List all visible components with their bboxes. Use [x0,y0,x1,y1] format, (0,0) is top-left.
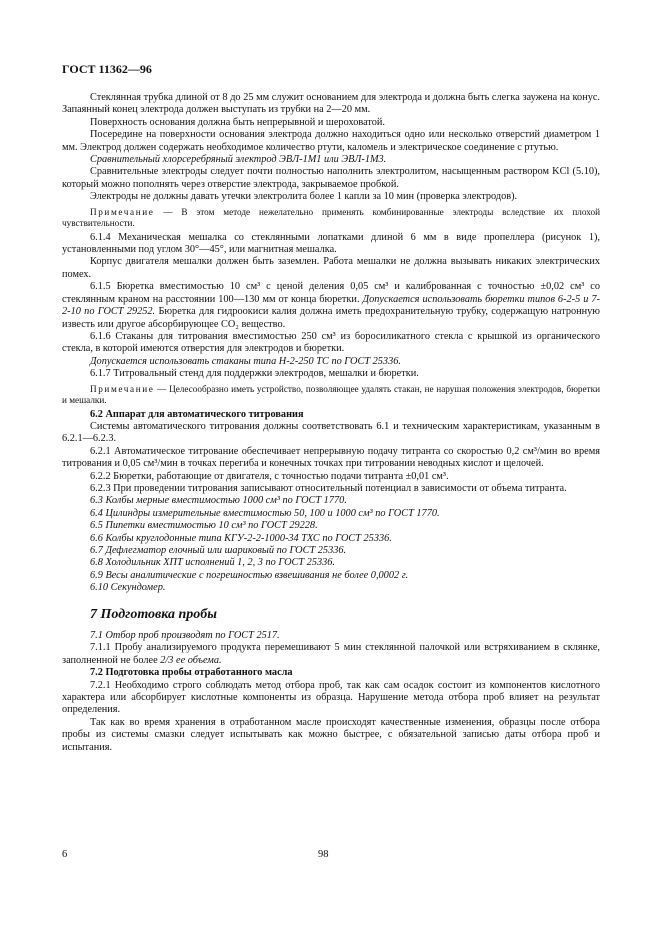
list-item: 6.10 Секундомер. [90,582,166,594]
section-heading: 6.2 Аппарат для автоматического титрования [90,408,304,420]
paragraph: 6.1.7 Титровальный стенд для поддержки электродов, мешалки и бюретки. [90,368,419,380]
paragraph [62,642,600,667]
note [62,384,600,406]
list-item: 6.9 Весы аналитические с погрешностью взвешивания не более 0,0002 г. [90,569,409,581]
note-label: Примечание [90,206,155,217]
paragraph: 6.2.2 Бюретки, работающие от двигателя, с точностью подачи титранта ±0,01 см³. [90,470,449,482]
note-text: — Целесообразно иметь устройство, позволяющее удалять стакан, не нарушая положения электродов, бюретки и мешалки. [62,383,600,405]
text-run: Бюретка для гидроокиси калия должна иметь предохранительную трубку, содержащую натронную известь или другое абсорбирующее CO₂ вещество. [62,306,600,330]
list-item: 6.7 Дефлегматор елочный или шариковый по ГОСТ 25336. [90,545,347,556]
page-number-left: 6 [62,849,68,860]
text-run-italic: 2/3 ее объема. [160,654,222,666]
paragraph: Электроды не должны давать утечки электролита более 1 капли за 10 мин (проверка электродов). [90,191,518,203]
paragraph: Стеклянная трубка длиной от 8 до 25 мм служит основанием для электрода и должна быть слегка заужена на конус. Запаянный конец электрода должен выступать из трубки на 2—20 мм. [62,92,600,116]
section-heading: 7.2 Подготовка пробы отработанного масла [90,667,293,679]
paragraph-italic: Допускается использовать стаканы типа Н-2-250 ТС по ГОСТ 25336. [90,355,401,367]
list-item: 6.6 Колбы круглодонные типа КГУ-2-2-1000-34 ТХС по ГОСТ 25336. [90,532,392,544]
text-run: 7.1.1 Пробу анализируемого продукта перемешивают 5 мин стеклянной палочкой или встряхиванием в склянке, заполненной не более [62,642,600,666]
list-item: 6.5 Пипетки вместимостью 10 см³ по ГОСТ 29228. [90,520,318,532]
paragraph [62,281,600,331]
list-item: 6.3 Колбы мерные вместимостью 1000 см³ по ГОСТ 1770. [90,495,347,507]
paragraph: 6.1.4 Механическая мешалка со стеклянными лопатками длиной 6 мм в виде пропеллера (рисунок 1), установленными под углом 30°—45°, или магнитная мешалка. [62,231,600,256]
chapter-heading: 7 Подготовка пробы [90,606,218,622]
paragraph: Корпус двигателя мешалки должен быть заземлен. Работа мешалки не должна вызывать никаких электрических помех. [62,256,600,280]
list-item: 6.8 Холодильник ХПТ исполнений 1, 2, 3 по ГОСТ 25336. [90,557,335,569]
paragraph: Так как во время хранения в отработанном масле происходят качественные изменения, образцы после отбора пробы из системы смазки следует испытывать как можно быстрее, с обязательной записью даты отбора проб и испытания. [62,716,600,753]
note-text: — В этом методе нежелательно применять комбинированные электроды вследствие их плохой чувствительности. [62,206,600,228]
paragraph: Посередине на поверхности основания электрода должно находиться одно или несколько отверстий диаметром 1 мм. Электрод должен содержать необходимое количество ртути, каломель и электрическое соединение с ртутью. [62,129,600,153]
text-run: 6.1.5 Бюретка вместимостью 10 см³ с ценой деления 0,05 см³ и калиброванная с точностью ±0,02 см³ со стеклянным краном на расстоянии 100—130 мм от конца бюретки. [62,281,600,305]
document-body [62,92,600,754]
page-number-center: 98 [318,849,329,860]
document-header: ГОСТ 11362—96 [62,62,152,76]
text-run-italic: Допускается использовать бюретки типов 6-2-5 и 7-2-10 по ГОСТ 29252. [62,293,600,318]
paragraph: 6.2.1 Автоматическое титрование обеспечивает непрерывную подачу титранта со скоростью 0,2 см³/мин во время титрования и 0,05 см³/мин в точках перегиба и конечных точках при титровании неводных кислот и щелочей. [62,445,600,470]
paragraph-italic: 7.1 Отбор проб производят по ГОСТ 2517. [90,630,280,642]
paragraph-italic: Сравнительный хлорсеребряный электрод ЭВЛ-1М1 или ЭВЛ-1М3. [90,154,387,166]
note [62,207,600,229]
note-label: Примечание [90,383,155,394]
paragraph: Сравнительные электроды следует почти полностью наполнить электролитом, насыщенным раствором KCl (5.10), который можно пополнять через отверстие электрода, закрываемое пробкой. [62,166,600,190]
paragraph: 6.2.3 При проведении титрования записывают относительный потенциал в зависимости от объема титранта. [90,482,567,494]
paragraph: 6.1.6 Стаканы для титрования вместимостью 250 см³ из боросиликатного стекла с крышкой из органического стекла, в которой имеются отверстия для электродов и бюретки. [62,330,600,355]
paragraph: Поверхность основания должна быть непрерывной и шероховатой. [90,116,385,128]
list-item: 6.4 Цилиндры измерительные вместимостью 50, 100 и 1000 см³ по ГОСТ 1770. [90,507,440,519]
paragraph: Системы автоматического титрования должны соответствовать 6.1 и техническим характеристикам, указанным в 6.2.1—6.2.3. [62,420,600,445]
paragraph: 7.2.1 Необходимо строго соблюдать метод отбора проб, так как сам осадок состоит из компонентов кислотного характера или абсорбирует кислотные компоненты из образца. Нарушение метода отбора проб влияет на результат определения. [62,679,600,716]
